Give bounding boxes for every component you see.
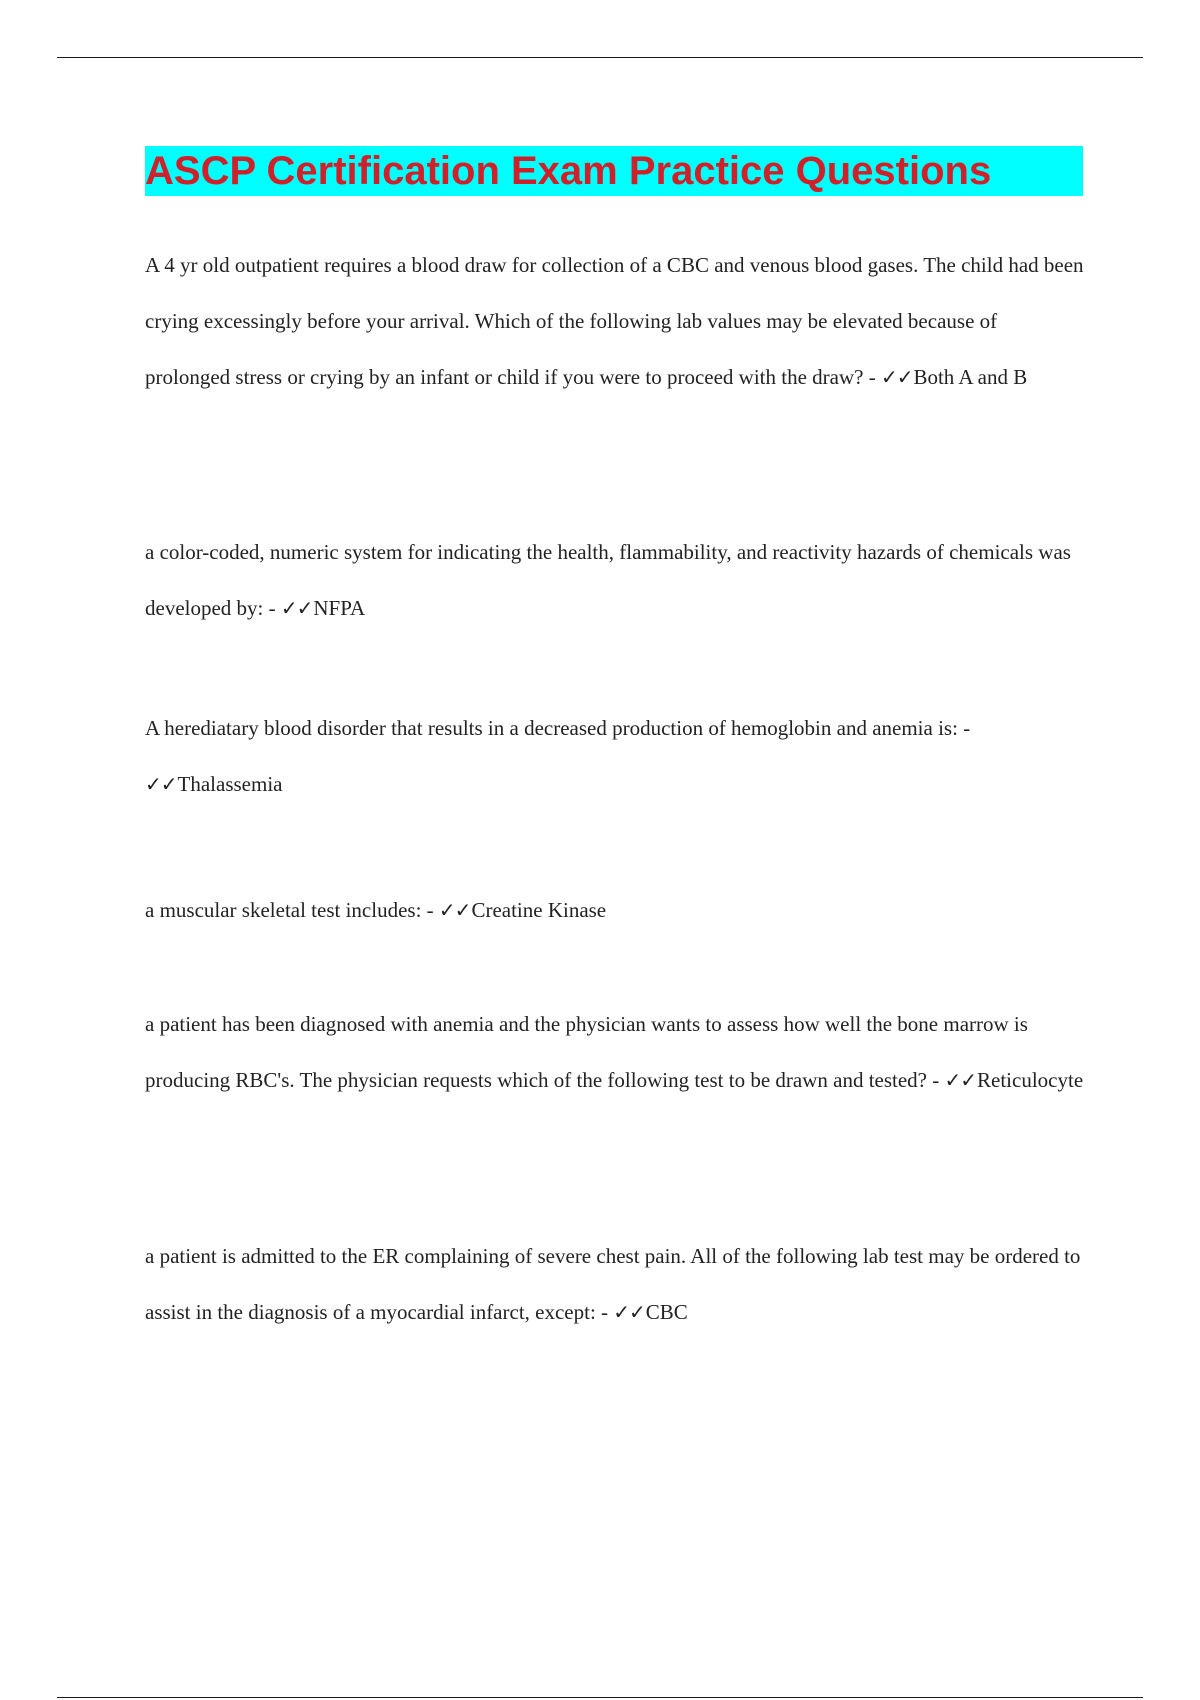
check-icon: ✓✓ <box>613 1300 645 1324</box>
qa-item-2 <box>145 524 1085 636</box>
answer-text: Thalassemia <box>177 772 283 796</box>
check-icon: ✓✓ <box>944 1068 977 1092</box>
answer-text: NFPA <box>313 596 366 620</box>
answer-text: Reticulocyte <box>977 1068 1084 1092</box>
question-text: a patient has been diagnosed with anemia and the physician wants to assess how well the bone marrow is producing RBC's. The physician requests which of the following test to be drawn and tested? - <box>145 1012 1028 1092</box>
answer-text: Both A and B <box>913 365 1028 389</box>
check-icon: ✓✓ <box>280 596 313 620</box>
question-text: a patient is admitted to the ER complaining of severe chest pain. All of the following lab test may be ordered to assist in the diagnosis of a myocardial infarct, except: - <box>145 1244 1081 1324</box>
question-text: A herediatary blood disorder that results in a decreased production of hemoglobin and anemia is: - <box>145 716 971 740</box>
qa-item-6 <box>145 1228 1085 1340</box>
question-text: a muscular skeletal test includes: - <box>145 898 439 922</box>
question-text: a color-coded, numeric system for indicating the health, flammability, and reactivity hazards of chemicals was developed by: - <box>145 540 1071 620</box>
document-title: ASCP Certification Exam Practice Questions <box>145 149 992 193</box>
check-icon: ✓✓ <box>145 772 177 796</box>
qa-item-5 <box>145 996 1085 1108</box>
question-text: A 4 yr old outpatient requires a blood draw for collection of a CBC and venous blood gases. The child had been crying excessingly before your arrival. Which of the following lab values may be elevated because of prolonged stress or crying by an infant or child if you were to proceed with the draw? - <box>145 253 1084 389</box>
check-icon: ✓✓ <box>880 365 913 389</box>
bottom-divider <box>57 1697 1143 1698</box>
qa-item-3 <box>145 700 1085 812</box>
qa-item-4 <box>145 882 1085 938</box>
top-divider <box>57 57 1143 58</box>
title-highlight <box>145 146 1083 196</box>
answer-text: Creatine Kinase <box>471 898 607 922</box>
qa-item-1 <box>145 237 1085 405</box>
check-icon: ✓✓ <box>438 898 471 922</box>
answer-text: CBC <box>645 1300 688 1324</box>
